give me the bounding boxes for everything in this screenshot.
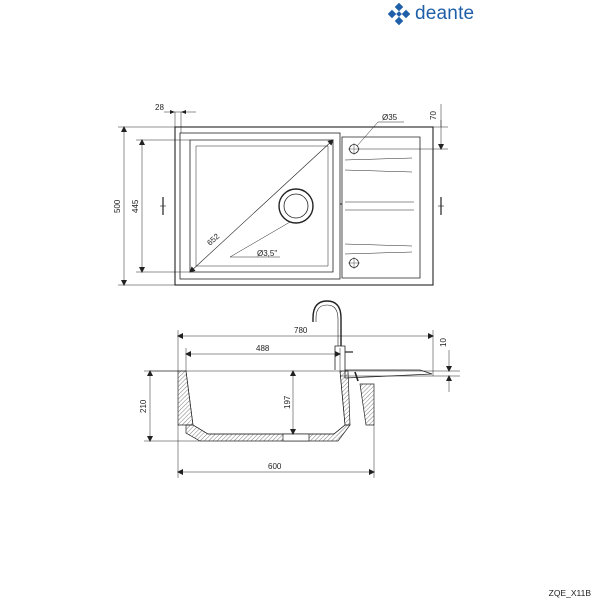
drainboard-ridge (355, 372, 358, 381)
dim-width-base-label: 600 (268, 462, 282, 471)
dim-drain-hole-label: Ø35 (382, 113, 398, 122)
dim-height-bowl-label: 445 (131, 199, 140, 213)
dim-hole-offset-label: 70 (429, 111, 438, 120)
dim-depth-bowl-label: 197 (283, 395, 292, 409)
dim-height-total-label: 500 (113, 199, 122, 213)
drainboard-groove-2 (345, 170, 412, 172)
product-code: ZQE_X11B (548, 588, 591, 598)
ledge-arrow-l (170, 110, 175, 114)
dim-width-total-label: 780 (294, 326, 308, 335)
top-view (118, 104, 448, 285)
bowl-interior (186, 371, 345, 434)
dim-ledge-label: 28 (155, 103, 164, 112)
bowl-wall-left (178, 371, 193, 425)
drain-inner (284, 194, 308, 218)
dim-depth-total-label: 210 (139, 399, 148, 413)
hole-leader (357, 122, 378, 146)
drainboard-support (360, 384, 374, 425)
dim-diagonal-label: 652 (205, 231, 222, 248)
dim-rim-label: 10 (439, 338, 448, 347)
dim-width-bowl-label: 488 (256, 344, 270, 353)
brand-name: deante (415, 3, 475, 24)
bowl-bottom (186, 425, 350, 441)
ledge-arrow-r (181, 110, 186, 114)
drainboard-groove-5 (345, 244, 412, 246)
dim-drain-dia-label: Ø3,5" (257, 249, 278, 258)
sink-outline (175, 127, 433, 285)
drainboard-groove-1 (345, 158, 412, 160)
drain-outlet (283, 434, 309, 441)
bowl-wall-right (340, 371, 350, 425)
drainboard-groove-6 (345, 252, 412, 254)
faucet-spout (313, 301, 341, 346)
faucet-spout-inner (316, 305, 338, 346)
